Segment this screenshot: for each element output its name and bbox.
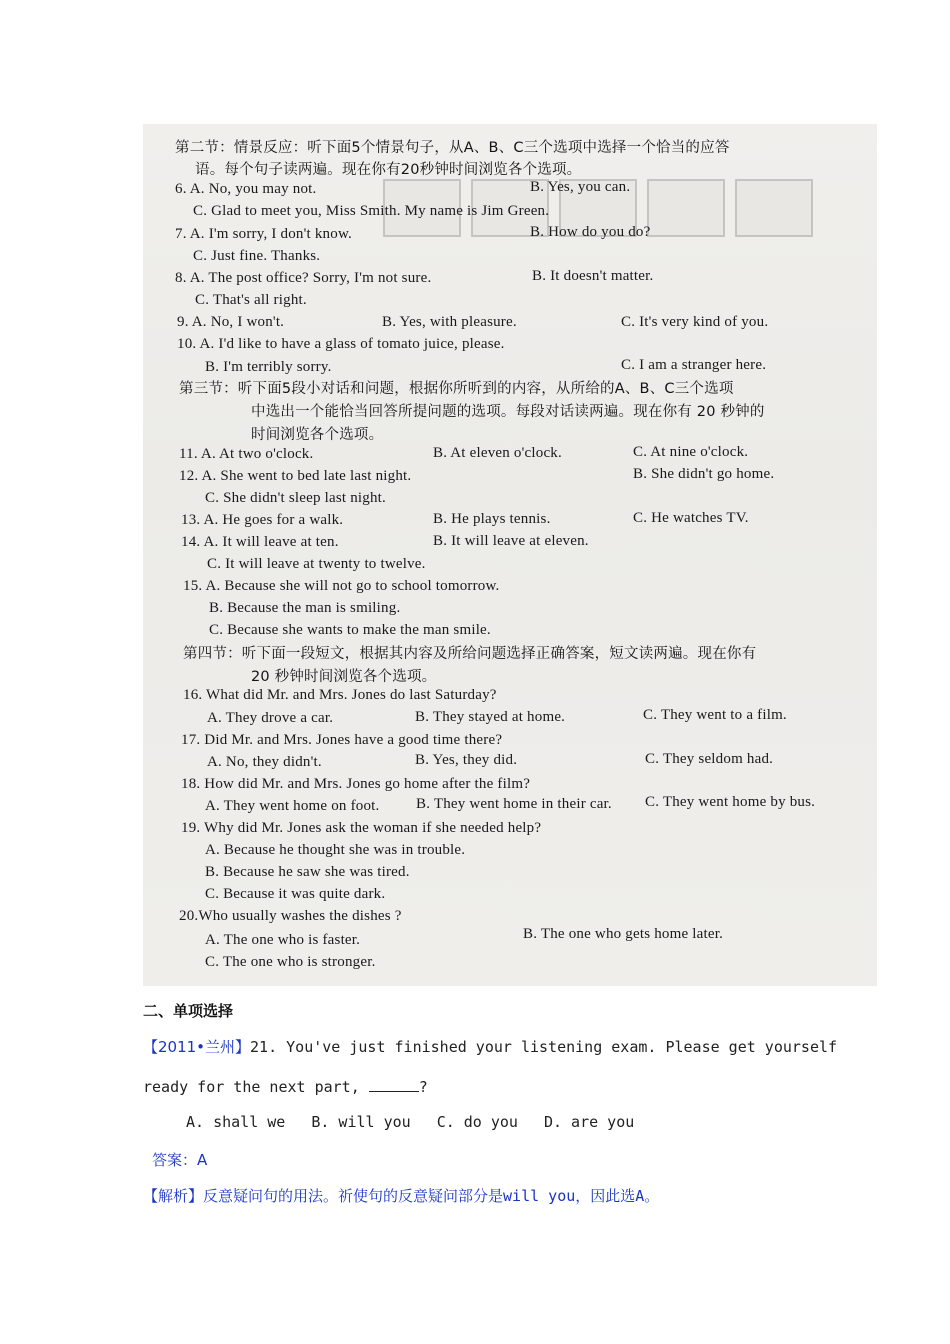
- q9-option-c: C. It's very kind of you.: [621, 314, 769, 330]
- section-heading: 二、单项选择: [143, 1002, 234, 1020]
- option-c: C. do you: [436, 1113, 518, 1131]
- q16-option-a: A. They drove a car.: [207, 710, 334, 726]
- sign-box: [647, 179, 725, 237]
- q13-option-c: C. He watches TV.: [633, 510, 749, 526]
- q14-option-a: 14. A. It will leave at ten.: [181, 534, 339, 550]
- option-a: A. shall we: [186, 1113, 286, 1131]
- q19-option-c: C. Because it was quite dark.: [205, 886, 386, 902]
- q9-option-b: B. Yes, with pleasure.: [382, 314, 517, 330]
- q19-option-b: B. Because he saw she was tired.: [205, 864, 410, 880]
- q20-question: 20.Who usually washes the dishes ?: [179, 908, 402, 924]
- q18-option-a: A. They went home on foot.: [205, 798, 380, 814]
- q9-option-a: 9. A. No, I won't.: [177, 314, 285, 330]
- section2-header: 语。每个句子读两遍。现在你有20秒钟时间浏览各个选项。: [195, 162, 582, 178]
- section2-header: 第二节：情景反应：听下面5个情景句子，从A、B、C三个选项中选择一个恰当的应答: [175, 140, 730, 156]
- q12-option-b: B. She didn't go home.: [633, 466, 775, 482]
- analysis-tag: 【解析】: [143, 1187, 204, 1205]
- q17-question: 17. Did Mr. and Mrs. Jones have a good time there?: [181, 732, 503, 748]
- q14-option-c: C. It will leave at twenty to twelve.: [207, 556, 426, 572]
- q10-option-a: 10. A. I'd like to have a glass of tomato juice, please.: [177, 336, 505, 352]
- q16-option-b: B. They stayed at home.: [415, 709, 566, 725]
- q12-option-c: C. She didn't sleep last night.: [205, 490, 386, 506]
- q17-option-a: A. No, they didn't.: [207, 754, 322, 770]
- q10-option-c: C. I am a stranger here.: [621, 357, 767, 373]
- answer-line: 答案：A: [152, 1151, 208, 1169]
- question-21-options: [186, 1113, 660, 1131]
- question-21-text: 21. You've just finished your listening exam. Please get yourself: [250, 1038, 838, 1056]
- sign-box: [735, 179, 813, 237]
- q15-option-a: 15. A. Because she will not go to school tomorrow.: [183, 578, 500, 594]
- q20-option-c: C. The one who is stronger.: [205, 954, 376, 970]
- q16-option-c: C. They went to a film.: [643, 707, 787, 723]
- q7-option-c: C. Just fine. Thanks.: [193, 248, 321, 264]
- q6-option-a: 6. A. No, you may not.: [175, 181, 317, 197]
- q8-option-c: C. That's all right.: [195, 292, 307, 308]
- section4-header: 20 秒钟时间浏览各个选项。: [251, 669, 437, 685]
- q19-question: 19. Why did Mr. Jones ask the woman if she needed help?: [181, 820, 542, 836]
- q20-option-b: B. The one who gets home later.: [523, 926, 724, 942]
- analysis-text: 反意疑问句的用法。祈使句的反意疑问部分是will you，因此选A。: [203, 1187, 660, 1205]
- q15-option-b: B. Because the man is smiling.: [209, 600, 401, 616]
- q8-option-b: B. It doesn't matter.: [532, 268, 654, 284]
- q11-option-b: B. At eleven o'clock.: [433, 445, 562, 461]
- option-d: D. are you: [543, 1113, 635, 1131]
- q19-option-a: A. Because he thought she was in trouble.: [205, 842, 466, 858]
- section3-header: 第三节：听下面5段小对话和问题，根据你所听到的内容，从所给的A、B、C三个选项: [179, 381, 734, 397]
- answer-blank: [369, 1077, 419, 1092]
- question-mark: ?: [418, 1078, 428, 1096]
- q13-option-a: 13. A. He goes for a walk.: [181, 512, 344, 528]
- q6-option-c: C. Glad to meet you, Miss Smith. My name is Jim Green.: [193, 203, 550, 219]
- q14-option-b: B. It will leave at eleven.: [433, 533, 589, 549]
- q12-option-a: 12. A. She went to bed late last night.: [179, 468, 412, 484]
- section4-header: 第四节：听下面一段短文，根据其内容及所给问题选择正确答案，短文读两遍。现在你有: [183, 646, 757, 662]
- analysis-line: [143, 1185, 659, 1206]
- question-21-line2: [143, 1077, 428, 1096]
- q10-option-b: B. I'm terribly sorry.: [205, 359, 332, 375]
- source-tag: 【2011•兰州】: [143, 1038, 251, 1056]
- q7-option-b: B. How do you do?: [530, 224, 651, 240]
- option-b: B. will you: [311, 1113, 411, 1131]
- question-21-line1: [143, 1036, 837, 1057]
- q15-option-c: C. Because she wants to make the man smile.: [209, 622, 491, 638]
- q7-option-a: 7. A. I'm sorry, I don't know.: [175, 226, 352, 242]
- q8-option-a: 8. A. The post office? Sorry, I'm not sure.: [175, 270, 432, 286]
- q18-option-c: C. They went home by bus.: [645, 794, 816, 810]
- q17-option-c: C. They seldom had.: [645, 751, 774, 767]
- q18-question: 18. How did Mr. and Mrs. Jones go home after the film?: [181, 776, 531, 792]
- section3-header: 时间浏览各个选项。: [251, 427, 384, 443]
- q6-option-b: B. Yes, you can.: [530, 179, 631, 195]
- q20-option-a: A. The one who is faster.: [205, 932, 361, 948]
- q11-option-c: C. At nine o'clock.: [633, 444, 749, 460]
- scanned-exam-image: [143, 124, 877, 986]
- question-21-text-cont: ready for the next part,: [143, 1078, 360, 1096]
- q11-option-a: 11. A. At two o'clock.: [179, 446, 314, 462]
- q17-option-b: B. Yes, they did.: [415, 752, 518, 768]
- q16-question: 16. What did Mr. and Mrs. Jones do last Saturday?: [183, 687, 497, 703]
- q18-option-b: B. They went home in their car.: [416, 796, 612, 812]
- q13-option-b: B. He plays tennis.: [433, 511, 551, 527]
- section3-header: 中选出一个能恰当回答所提问题的选项。每段对话读两遍。现在你有 20 秒钟的: [251, 404, 765, 420]
